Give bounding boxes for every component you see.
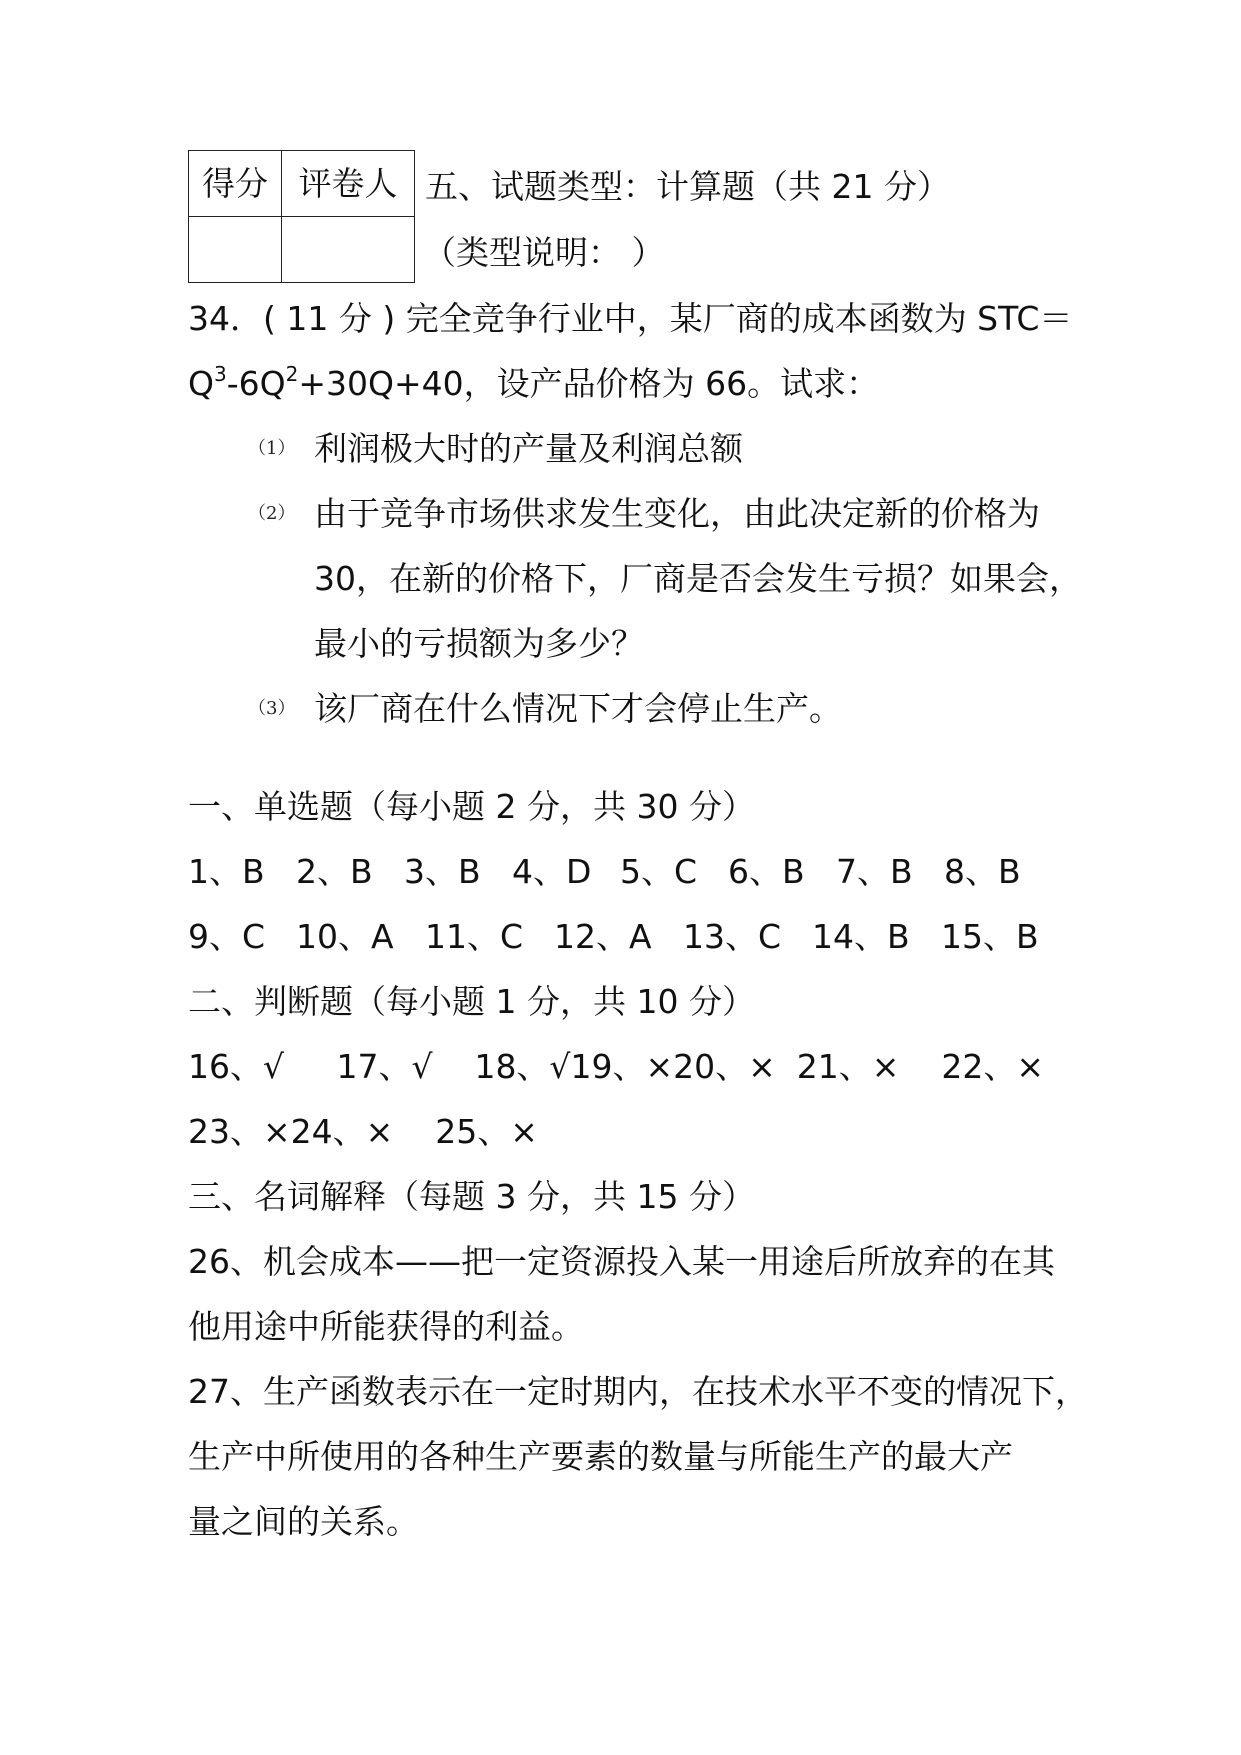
section5-note: （类型说明： ）	[423, 233, 665, 272]
answer-item: 9、C	[188, 917, 266, 956]
score-header: 得分	[189, 151, 282, 217]
sec1-title: 一、单选题（每小题 2 分，共 30 分）	[188, 787, 755, 826]
q34-exp1: 3	[213, 362, 227, 386]
q34-sub2-line3: 最小的亏损额为多少？	[314, 624, 644, 663]
answer-item: 13、C	[683, 917, 782, 956]
q27-line1: 27、生产函数表示在一定时期内，在技术水平不变的情况下，	[188, 1372, 1088, 1411]
q27-line2: 生产中所使用的各种生产要素的数量与所能生产的最大产	[188, 1437, 1013, 1476]
q34-line2	[188, 364, 879, 408]
q34-sub2-mark: （2）	[248, 503, 296, 524]
sec1-row2	[188, 917, 1039, 957]
q27-line3: 量之间的关系。	[188, 1502, 419, 1541]
q34-exp2: 2	[285, 362, 299, 386]
answer-item: 6、B	[728, 852, 805, 891]
q34-sub3-line1: 该厂商在什么情况下才会停止生产。	[314, 689, 842, 728]
q34-mid: -6Q	[226, 364, 286, 403]
q34-sub2-line2: 30，在新的价格下，厂商是否会发生亏损？如果会，	[314, 559, 1082, 598]
answer-item: 4、D	[512, 852, 592, 891]
q34-sub2-line1: 由于竞争市场供求发生变化，由此决定新的价格为	[314, 494, 1040, 533]
score-table	[188, 150, 415, 283]
answer-item: 7、B	[836, 852, 913, 891]
sec2-line1: 16、√ 17、√ 18、√19、×20、× 21、× 22、×	[188, 1047, 1044, 1086]
answer-item: 2、B	[296, 852, 373, 891]
q34-sub3-mark: （3）	[248, 698, 296, 719]
q34-line1: 34．( 11 分 ) 完全竞争行业中，某厂商的成本函数为 STC＝	[188, 299, 1073, 338]
answer-item: 14、B	[812, 917, 910, 956]
q34-sub1-mark: （1）	[248, 438, 296, 459]
answer-item: 3、B	[404, 852, 481, 891]
grader-header: 评卷人	[282, 151, 415, 217]
answer-item: 8、B	[944, 852, 1021, 891]
q26-line2: 他用途中所能获得的利益。	[188, 1307, 584, 1346]
section5-title: 五、试题类型：计算题（共 21 分）	[425, 167, 950, 206]
answer-item: 12、A	[554, 917, 652, 956]
sec2-title: 二、判断题（每小题 1 分，共 10 分）	[188, 982, 755, 1021]
grader-cell	[282, 217, 415, 283]
answer-item: 15、B	[941, 917, 1039, 956]
q34-rest: +30Q+40，设产品价格为 66。试求：	[298, 364, 880, 403]
sec2-line2: 23、×24、× 25、×	[188, 1112, 538, 1151]
answer-item: 10、A	[296, 917, 394, 956]
q34-sub1-line1: 利润极大时的产量及利润总额	[314, 429, 743, 468]
answer-item: 5、C	[620, 852, 698, 891]
score-cell	[189, 217, 282, 283]
q34-q: Q	[188, 364, 214, 403]
answer-item: 1、B	[188, 852, 265, 891]
sec1-row1	[188, 852, 1021, 892]
answer-item: 11、C	[425, 917, 524, 956]
sec3-title: 三、名词解释（每题 3 分，共 15 分）	[188, 1177, 755, 1216]
q26-line1: 26、机会成本——把一定资源投入某一用途后所放弃的在其	[188, 1242, 1055, 1281]
